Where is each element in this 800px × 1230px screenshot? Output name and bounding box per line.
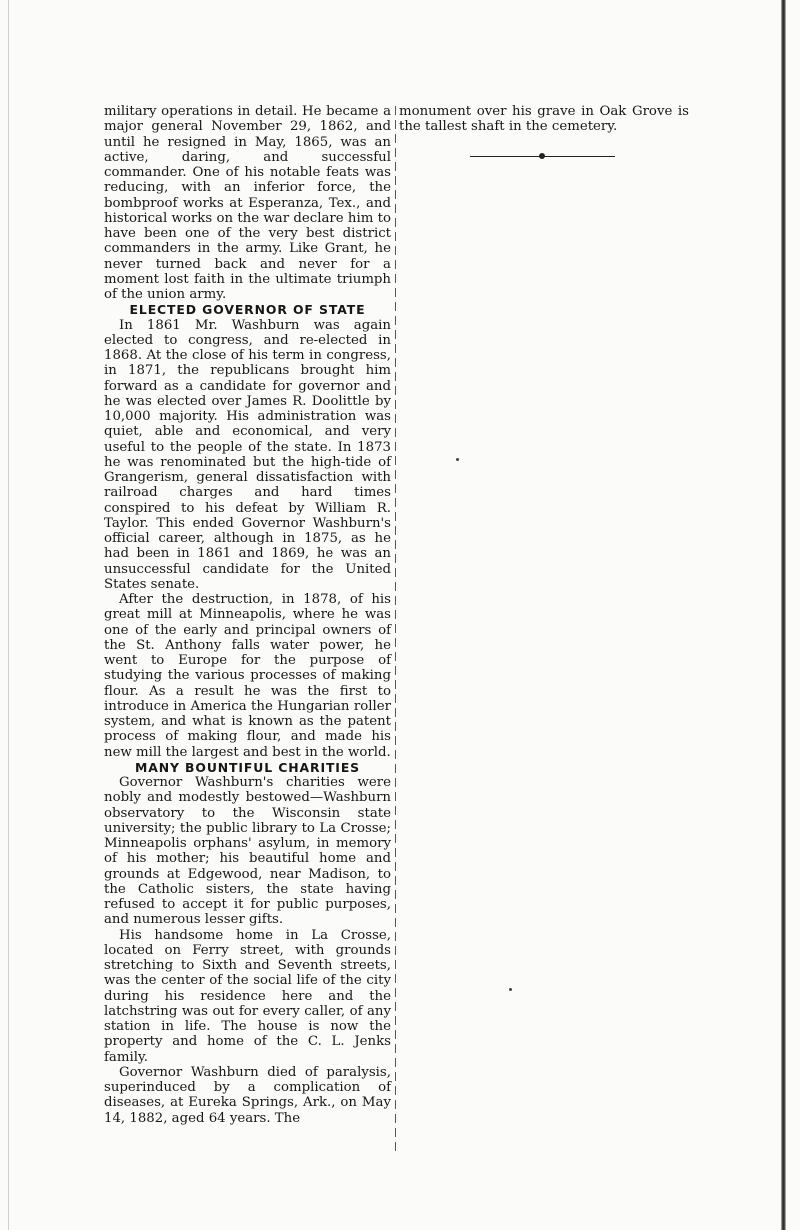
print-speck	[509, 988, 512, 991]
article-column-left	[104, 104, 391, 1126]
article-end-ornament	[539, 153, 545, 159]
print-speck	[456, 458, 459, 461]
article-paragraph: In 1861 Mr. Washburn was again elected to congress, and re-elected in 1868. At the close of his term in congress, in 1871, the republicans brought him forward as a candidate for governor and he was elected over James R. Doolittle by 10,000 majority. His administration was quiet, able and economical, and very useful to the people of the state. In 1873 he was renominated but the high-tide of Grangerism, general dissatisfaction with railroad charges and hard times conspired to his defeat by William R. Taylor. This ended Governor Washburn's official career, although in 1875, as he had been in 1861 and 1869, he was an unsuccessful candidate for the United States senate.	[104, 317, 391, 592]
scan-edge-left	[8, 0, 9, 1230]
article-paragraph: Governor Washburn died of paralysis, superinduced by a complication of diseases, at Eureka Springs, Ark., on May 14, 1882, aged 64 years. The	[104, 1064, 391, 1126]
column-divider	[395, 106, 396, 1151]
article-paragraph: Governor Washburn's charities were nobly and modestly bestowed—Washburn observatory to the Wisconsin state university; the public library to La Crosse; Minneapolis orphans' asylum, in memory of his mother; his beautiful home and grounds at Edgewood, near Madison, to the Catholic sisters, the state having refused to accept it for public purposes, and numerous lesser gifts.	[104, 775, 391, 928]
article-paragraph: monument over his grave in Oak Grove is the tallest shaft in the cemetery.	[399, 104, 689, 135]
article-paragraph: military operations in detail. He became a major general November 29, 1862, and until he resigned in May, 1865, was an active, daring, and successful commander. One of his notable feats was reducing, with an inferior force, the bombproof works at Esperanza, Tex., and historical works on the war declare him to have been one of the very best district commanders in the army. Like Grant, he never turned back and never for a moment lost faith in the ultimate triumph of the union army.	[104, 104, 391, 302]
section-heading: ELECTED GOVERNOR OF STATE	[129, 302, 366, 318]
article-paragraph: After the destruction, in 1878, of his great mill at Minneapolis, where he was one of the early and principal owners of the St. Anthony falls water power, he went to Europe for the purpose of studying the various processes of making flour. As a result he was the first to introduce in America the Hungarian roller system, and what is known as the patent process of making flour, and made his new mill the largest and best in the world.	[104, 592, 391, 760]
section-heading: MANY BOUNTIFUL CHARITIES	[134, 759, 361, 775]
scan-edge-right	[781, 0, 786, 1230]
article-paragraph: His handsome home in La Crosse, located on Ferry street, with grounds stretching to Sixth and Seventh streets, was the center of the social life of the city during his residence here and the latchstring was out for every caller, of any station in life. The house is now the property and home of the C. L. Jenks family.	[104, 927, 391, 1065]
article-column-right	[399, 104, 689, 135]
